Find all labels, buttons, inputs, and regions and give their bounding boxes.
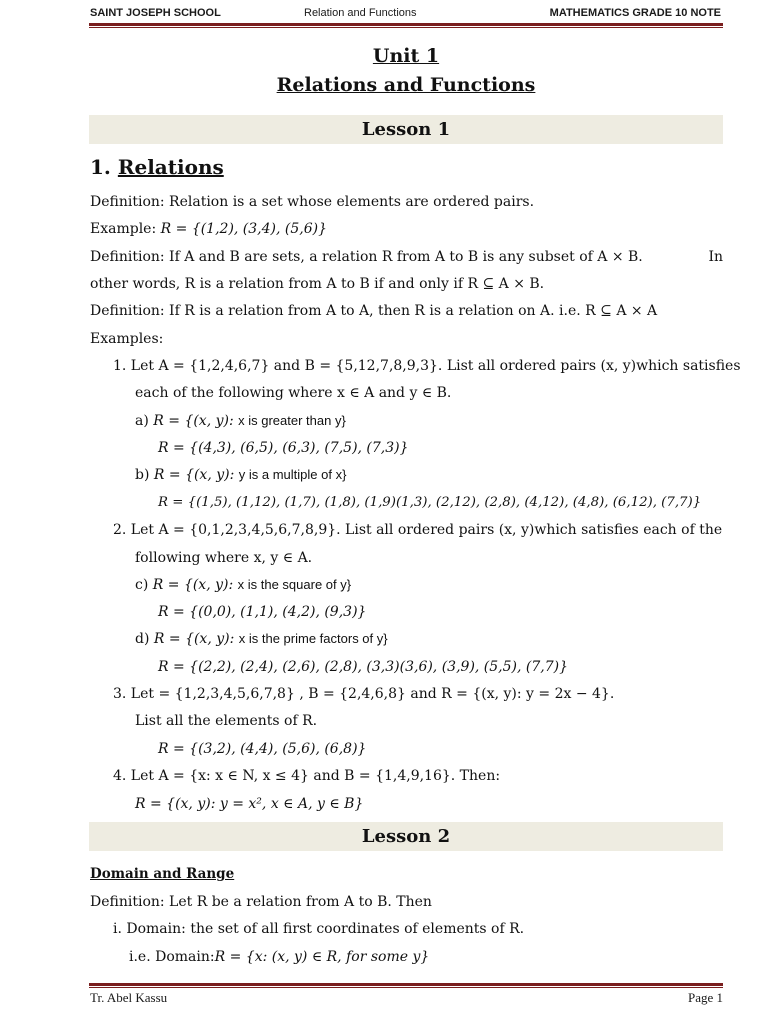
question-1b-answer: R = {(1,5), (1,12), (1,7), (1,8), (1,9)(1,3), (2,12), (2,8), (4,12), (4,8), (6,12), (7,7)}: [158, 495, 702, 510]
item-condition: y is a multiple of x}: [238, 467, 347, 482]
definition-subset-text: Definition: If A and B are sets, a relation R from A to B is any subset of A × B.: [90, 249, 643, 265]
header-course: MATHEMATICS GRADE 10 NOTE: [549, 7, 721, 19]
section-heading: [90, 155, 224, 179]
question-4-line2: R = {(x, y): y = x², x ∈ A, y ∈ B}: [135, 796, 364, 812]
domain-formula: [129, 948, 429, 966]
item-condition: x is the prime factors of y}: [238, 631, 388, 646]
question-1-line1: 1. Let A = {1,2,4,6,7} and B = {5,12,7,8,9,3}. List all ordered pairs (x, y)which satisfies: [113, 358, 741, 374]
question-3-answer: R = {(3,2), (4,4), (5,6), (6,8)}: [158, 741, 367, 757]
section-number: 1.: [90, 155, 111, 179]
definition-subset-line1: [90, 248, 723, 266]
lesson-1-banner: Lesson 1: [89, 115, 723, 144]
item-math: R = {(x, y):: [152, 577, 238, 593]
definition-relation-on: Definition: If R is a relation from A to A, then R is a relation on A. i.e. R ⊆ A × A: [90, 303, 658, 319]
domain-range-heading: Domain and Range: [90, 866, 235, 882]
question-1a-answer: R = {(4,3), (6,5), (6,3), (7,5), (7,3)}: [158, 440, 409, 456]
question-2-line1: 2. Let A = {0,1,2,3,4,5,6,7,8,9}. List all ordered pairs (x, y)which satisfies each of the: [113, 522, 723, 538]
domain-formula-math: R = {x: (x, y) ∈ R, for some y}: [214, 949, 430, 965]
header-school: SAINT JOSEPH SCHOOL: [90, 7, 221, 19]
item-label: c): [135, 577, 149, 593]
question-2c: [135, 576, 351, 594]
examples-label: Examples:: [90, 331, 164, 347]
question-2-line2: following where x, y ∈ A.: [135, 550, 313, 566]
header-topic: Relation and Functions: [304, 7, 417, 19]
question-2d: [135, 630, 388, 648]
footer-author: Tr. Abel Kassu: [90, 990, 168, 1005]
example-label: Example:: [90, 221, 161, 237]
footer-page-number: Page 1: [687, 990, 723, 1005]
question-3-line1: 3. Let = {1,2,3,4,5,6,7,8} , B = {2,4,6,8} and R = {(x, y): y = 2x − 4}.: [113, 686, 615, 702]
item-condition: x is greater than y}: [238, 413, 346, 428]
item-label: d): [135, 631, 150, 647]
item-condition: x is the square of y}: [237, 577, 352, 592]
question-2c-answer: R = {(0,0), (1,1), (4,2), (9,3)}: [158, 604, 367, 620]
footer-rule-thin: [89, 987, 723, 988]
item-math: R = {(x, y):: [153, 413, 239, 429]
footer-rule-thick: [89, 983, 723, 986]
page-header: [89, 7, 723, 23]
definition-subset-line2: other words, R is a relation from A to B if and only if R ⊆ A × B.: [90, 276, 545, 292]
header-rule-thin: [89, 27, 723, 28]
question-4-line1: 4. Let A = {x: x ∈ N, x ≤ 4} and B = {1,4,9,16}. Then:: [113, 768, 501, 784]
header-rule-thick: [89, 23, 723, 26]
question-1b: [135, 466, 346, 484]
item-label: b): [135, 467, 150, 483]
question-2d-answer: R = {(2,2), (2,4), (2,6), (2,8), (3,3)(3,6), (3,9), (5,5), (7,7)}: [158, 659, 568, 675]
domain-definition: i. Domain: the set of all first coordinates of elements of R.: [113, 921, 525, 937]
question-1a: [135, 412, 346, 430]
item-label: a): [135, 413, 149, 429]
question-1-line2: each of the following where x ∈ A and y ∈ B.: [135, 385, 452, 401]
item-math: R = {(x, y):: [153, 631, 239, 647]
domain-range-definition: Definition: Let R be a relation from A to B. Then: [90, 894, 432, 910]
domain-formula-label: i.e. Domain:: [129, 949, 215, 965]
example-math: R = {(1,2), (3,4), (5,6)}: [160, 221, 327, 237]
unit-name: Relations and Functions: [276, 74, 536, 96]
item-math: R = {(x, y):: [153, 467, 239, 483]
example-relation: [90, 220, 327, 238]
section-title: Relations: [117, 155, 224, 179]
page-footer: [90, 990, 723, 1006]
lesson-2-banner: Lesson 2: [89, 822, 723, 851]
question-3-line2: List all the elements of R.: [135, 713, 318, 729]
unit-title: Unit 1: [372, 45, 440, 67]
definition-subset-in: In: [708, 249, 723, 265]
definition-relation: Definition: Relation is a set whose elements are ordered pairs.: [90, 194, 535, 210]
